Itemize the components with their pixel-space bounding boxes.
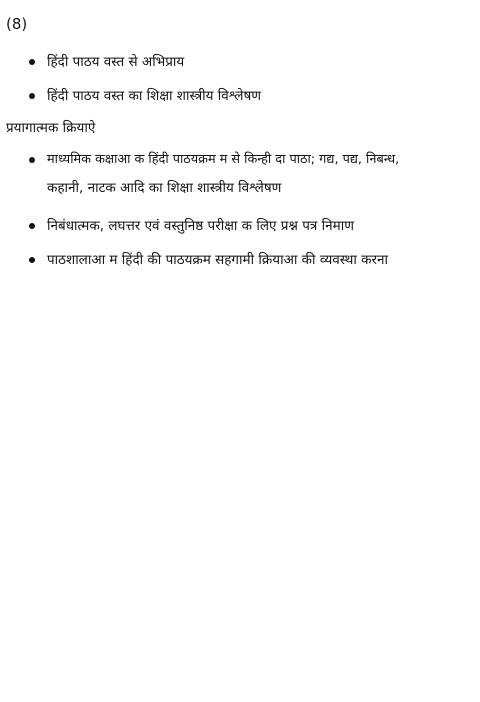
list-item: हिंदी पाठय वस्त का शिक्षा शास्त्रीय विश्लेषण <box>47 88 262 104</box>
bullet-icon <box>29 157 35 163</box>
list-item-line: माध्यमिक कक्षाआ क हिंदी पाठयक्रम म से किन्ही दा पाठा; गद्य, पद्य, निबन्ध, <box>47 152 400 167</box>
bullet-icon <box>29 59 35 65</box>
page-number: (8) <box>6 15 28 33</box>
bullet-icon <box>29 257 35 263</box>
bullet-icon <box>29 93 35 99</box>
list-item: हिंदी पाठय वस्त से अभिप्राय <box>47 54 185 70</box>
list-item-line: कहानी, नाटक आदि का शिक्षा शास्त्रीय विश्लेषण <box>47 180 282 196</box>
section-heading: प्रयागात्मक क्रियाऐ <box>6 120 96 136</box>
list-item: पाठशालाआ म हिंदी की पाठयक्रम सहगामी क्रियाआ की व्यवस्था करना <box>47 252 389 268</box>
list-item: निबंधात्मक, लघत्तर एवं वस्तुनिष्ठ परीक्षा क लिए प्रश्न पत्र निमाण <box>47 218 354 234</box>
bullet-icon <box>29 223 35 229</box>
